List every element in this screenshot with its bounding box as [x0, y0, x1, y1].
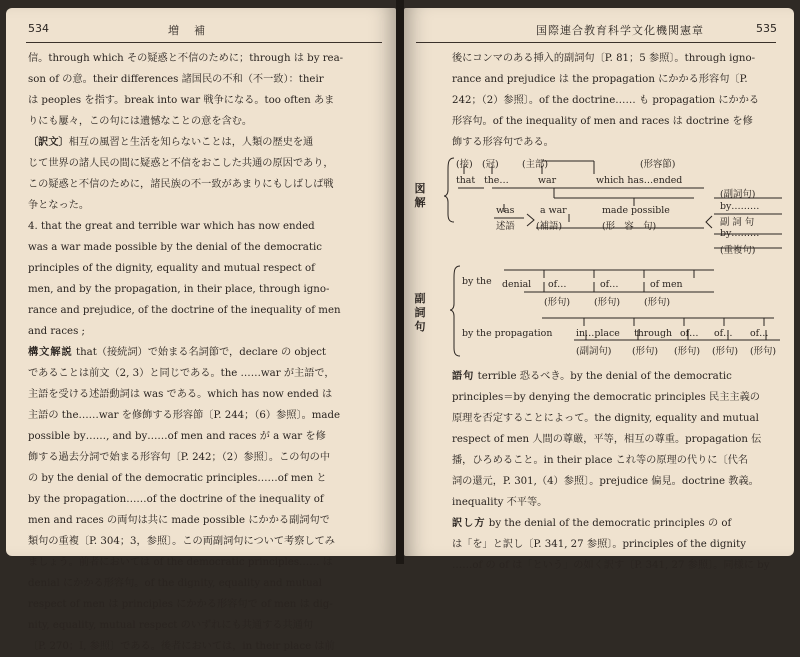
diagram-right-item: 副 詞 句: [720, 217, 755, 228]
howto-line: 訳し方 by the denial of the democratic principles の of: [452, 517, 732, 529]
analysis-line: by the propagation……of the doctrine of the inequality of: [28, 494, 324, 505]
diagram-sub: (形句): [750, 346, 777, 357]
gloss-label: 語句: [452, 370, 475, 382]
item4-line: and races ;: [28, 326, 85, 337]
text-line: son of の意。their differences 諸国民の不和（不一致）：their: [28, 74, 324, 85]
diagram-2-side-label: 副詞句: [414, 292, 426, 333]
diagram-right-item: by………: [720, 201, 760, 212]
diagram-word: war: [538, 175, 557, 186]
gloss-line: principles＝by denying the democratic principles 民主主義の: [452, 392, 760, 403]
translation-line: じて世界の諸人民の間に疑惑と不信をおこした共通の原因であり，: [28, 158, 334, 169]
text-line: 242；（2）参照〕。of the doctrine…… も propagation にかかる: [452, 95, 760, 106]
diagram-word: that: [456, 175, 476, 186]
analysis-line: であることは前文（2, 3）と同じである。the ……war が主語で，: [28, 368, 335, 379]
analysis-line: men and races の両句は共に made possible にかかる副詞句で: [28, 515, 330, 526]
diagram-word: of…: [548, 279, 567, 290]
gloss-line: 詞の還元，P. 301,（4）参照〕。prejudice 偏見。doctrine 教義。: [452, 476, 759, 487]
text-line: 形容句。of the inequality of men and races は doctrine を修: [452, 116, 753, 127]
right-page: [404, 8, 794, 571]
diagram-word: the…: [484, 175, 509, 186]
text-line: 後にコンマのある挿入的副詞句〔P. 81；5 参照〕。through igno-: [452, 53, 756, 64]
diagram-sub: (補語): [536, 221, 563, 232]
gloss-line: inequality 不平等。: [452, 497, 548, 508]
translation-line: 争となった。: [28, 200, 90, 211]
right-text-top: [452, 48, 759, 153]
howto-line: ……of の of は「という」の如く訳す〔P. 341, 27 参照〕。同様に by: [452, 560, 770, 571]
gloss-line: 原理を否定することによって。the dignity, equality and mutual: [452, 413, 759, 424]
diagram-sub: 述語: [496, 221, 515, 232]
item4-line: men, and by the propagation, in their place, through igno-: [28, 284, 330, 295]
diagram-word: in…place: [576, 328, 620, 339]
diagram-sub: (形句): [594, 297, 621, 308]
analysis-line: respect of men は principles にかかる形容句で of men は dig-: [28, 599, 333, 610]
diagram-annotation: (冠): [482, 159, 499, 170]
item4-line: 4. that the great and terrible war which has now ended: [28, 221, 315, 232]
analysis-line: 主語の the……war を修飾する形容節〔P. 244；（6）参照〕。made: [28, 410, 341, 421]
howto-line: は「を」と訳し〔P. 341, 27 参照〕。principles of the dignity: [452, 539, 747, 550]
text-line: は peoples を指す。break into war 戦争になる。too often あま: [28, 95, 335, 106]
item4-line: rance and prejudice, of the doctrine of the inequality of men: [28, 305, 341, 316]
analysis-line: 類句の重複〔P. 304；3，参照〕。この両副詞句について考察してみ: [28, 536, 335, 547]
left-text-block: [28, 48, 343, 657]
analysis-line: 〔P. 270；I, 参照〕である。後者においては，in their place は前: [28, 641, 335, 652]
diagram-right-item: (副詞句): [720, 189, 756, 200]
diagram-word: of…: [680, 328, 699, 339]
diagram-word: through: [634, 328, 673, 339]
analysis-line: possible by……, and by……of men and races が a war を修: [28, 431, 326, 442]
diagram-sub: (形句): [544, 297, 571, 308]
item4-line: principles of the dignity, equality and mutual respect of: [28, 263, 315, 274]
page-number: 534: [28, 22, 49, 35]
diagram-sub: (形 容 句): [602, 221, 657, 232]
diagram-annotation: (接): [456, 159, 473, 170]
analysis-line: 飾する過去分詞で始まる形容句〔P. 242；（2）参照〕。この句の中: [28, 452, 331, 463]
analysis-label: 構文解説: [28, 346, 73, 358]
diagram-word: was: [496, 205, 515, 216]
sentence-diagram-1: [414, 156, 789, 261]
analysis-line: ましょう。前者においては of the democratic principles…… は: [28, 557, 333, 568]
text-line: rance and prejudice は the propagation にかかる形容句〔P.: [452, 74, 748, 85]
gloss-line: 播，ひろめること。in their place これ等の原理の代りに〔代名: [452, 455, 749, 466]
left-header: [6, 22, 396, 40]
header-rule: [416, 42, 776, 43]
diagram-sub: (形句): [674, 346, 701, 357]
howto-label: 訳し方: [452, 517, 486, 529]
diagram-right-item: (重複句): [720, 245, 756, 256]
text-line: 飾する形容句である。: [452, 137, 554, 148]
text-line: 信。through which その疑惑と不信のために；through は by rea-: [28, 53, 344, 64]
analysis-line: denial にかかる形容句。of the dignity, equality and mutual: [28, 578, 322, 589]
left-page: [6, 8, 396, 652]
diagram-annotation: (形容節): [640, 159, 676, 170]
translation-line: この疑惑と不信のために，諸民族の不一致があまりにもしばしば戦: [28, 179, 334, 190]
analysis-line: 主語を受ける述語動詞は was である。which has now ended は: [28, 389, 333, 400]
header-rule: [26, 42, 382, 43]
right-text-bottom: [452, 366, 769, 576]
diagram-sub: (副詞句): [576, 346, 612, 357]
text-line: りにも屢々，この句には遺憾なことの意を含む。: [28, 116, 253, 127]
diagram-word: a war: [540, 205, 567, 216]
diagram-1-side-label: 図解: [414, 182, 426, 209]
running-title: 増 補: [168, 24, 207, 37]
diagram-word: by the propagation: [462, 328, 553, 339]
diagram-word: made possible: [602, 205, 670, 216]
diagram-annotation: (主部): [522, 159, 549, 170]
right-header: [404, 22, 794, 40]
item4-line: was a war made possible by the denial of the democratic: [28, 242, 322, 253]
book-gutter: [396, 0, 404, 564]
analysis-line: nity, equality, mutual respect のいずれにも共通する共通句: [28, 620, 314, 631]
diagram-word: by the: [462, 276, 492, 287]
diagram-sub: (形句): [644, 297, 671, 308]
diagram-word: denial: [502, 279, 532, 290]
diagram-word: of…: [600, 279, 619, 290]
gloss-line: 語句 terrible 恐るべき。by the denial of the democratic: [452, 370, 732, 382]
sentence-diagram-2: [414, 264, 789, 364]
diagram-word: of men: [650, 279, 683, 290]
diagram-word: of…: [714, 328, 733, 339]
page-number: 535: [756, 22, 777, 35]
diagram-right-item: by………: [720, 228, 760, 239]
gloss-line: respect of men 人間の尊厳，平等，相互の尊重。propagation 伝: [452, 434, 762, 445]
diagram-word: which has…ended: [596, 175, 683, 186]
translation-line: 〔訳文〕相互の風習と生活を知らないことは，人類の歴史を通: [28, 136, 314, 148]
diagram-sub: (形句): [632, 346, 659, 357]
translation-label: 〔訳文〕: [28, 136, 69, 148]
running-title: 国際連合教育科学文化機関憲章: [536, 24, 704, 37]
analysis-line: 構文解説 that（接続詞）で始まる名詞節で，declare の object: [28, 346, 327, 358]
diagram-word: of…: [750, 328, 769, 339]
analysis-line: の by the denial of the democratic principles……of men と: [28, 473, 327, 484]
diagram-sub: (形句): [712, 346, 739, 357]
